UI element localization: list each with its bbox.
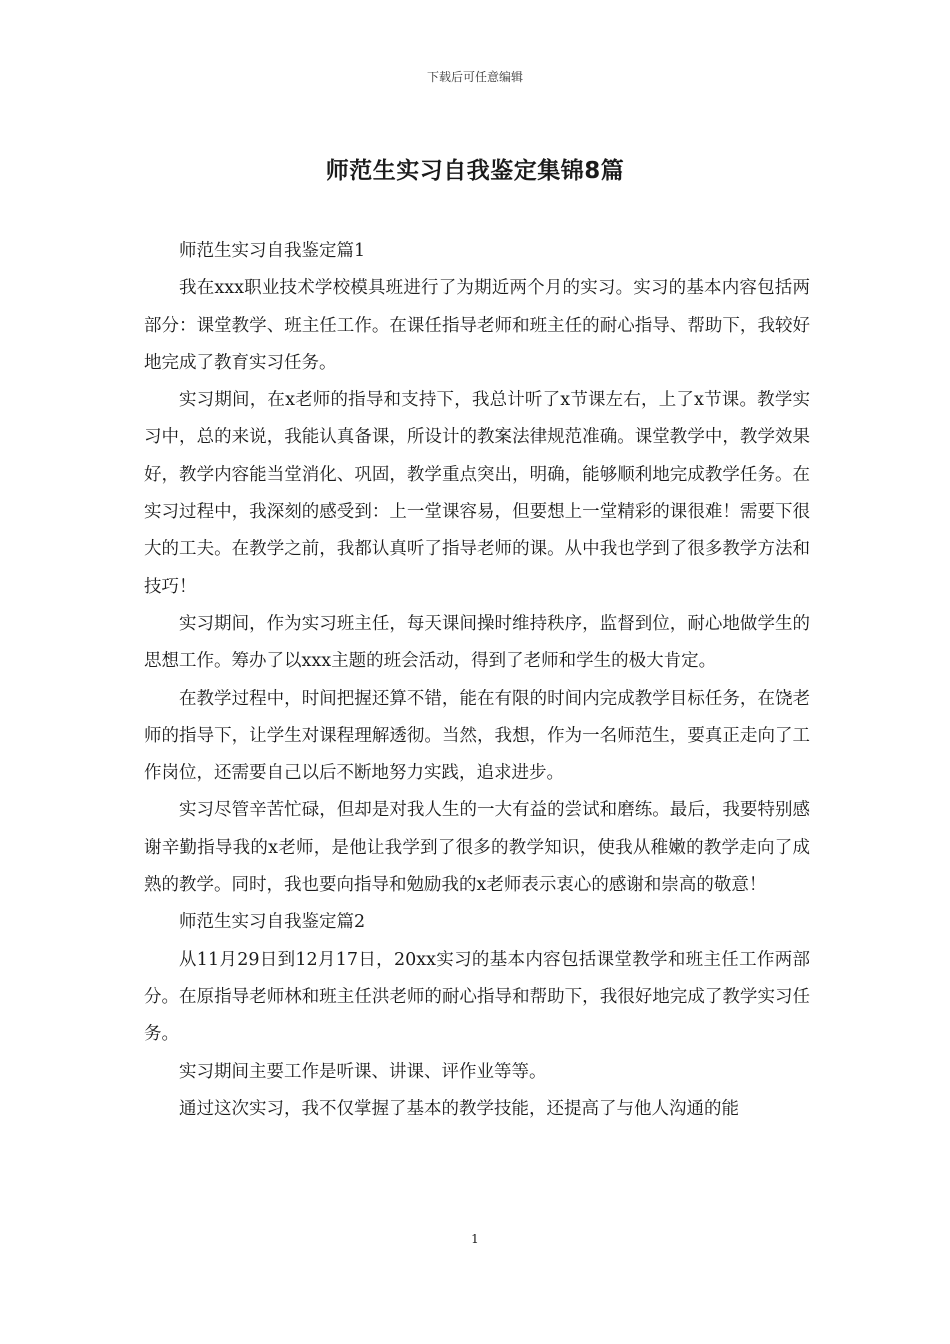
- paragraph: 在教学过程中，时间把握还算不错，能在有限的时间内完成教学目标任务，在饶老师的指导下，让学生对课程理解透彻。当然，我想，作为一名师范生，要真正走向了工作岗位，还需要自己以后不断地努力实践，追求进步。: [144, 688, 810, 784]
- paragraph: 通过这次实习，我不仅掌握了基本的教学技能，还提高了与他人沟通的能: [179, 1098, 739, 1119]
- paragraph: 实习期间主要工作是听课、讲课、评作业等等。: [179, 1061, 547, 1082]
- page-number: 1: [471, 1232, 479, 1246]
- section-heading: 师范生实习自我鉴定篇1: [179, 241, 366, 261]
- paragraph: 实习期间，作为实习班主任，每天课间操时维持秩序，监督到位，耐心地做学生的思想工作。筹办了以xxx主题的班会活动，得到了老师和学生的极大肯定。: [144, 613, 810, 672]
- paragraph: 实习期间，在x老师的指导和支持下，我总计听了x节课左右，上了x节课。教学实习中，总的来说，我能认真备课，所设计的教案法律规范准确。课堂教学中，教学效果好，教学内容能当堂消化、巩固，教学重点突出，明确，能够顺利地完成教学任务。在实习过程中，我深刻的感受到：上一堂课容易，但要想上一堂精彩的课很难！需要下很大的工夫。在教学之前，我都认真听了指导老师的课。从中我也学到了很多教学方法和技巧！: [144, 390, 810, 597]
- paragraph: 从11月29日到12月17日，20xx实习的基本内容包括课堂教学和班主任工作两部分。在原指导老师林和班主任洪老师的耐心指导和帮助下，我很好地完成了教学实习任务。: [144, 949, 810, 1045]
- paragraph: 我在xxx职业技术学校模具班进行了为期近两个月的实习。实习的基本内容包括两部分：课堂教学、班主任工作。在课任指导老师和班主任的耐心指导、帮助下，我较好地完成了教育实习任务。: [144, 278, 810, 373]
- paragraph: 实习尽管辛苦忙碌，但却是对我人生的一大有益的尝试和磨练。最后，我要特别感谢辛勤指导我的x老师，是他让我学到了很多的教学知识，使我从稚嫩的教学走向了成熟的教学。同时，我也要向指导和勉励我的x老师表示衷心的感谢和崇高的敬意！: [144, 800, 810, 896]
- section-heading: 师范生实习自我鉴定篇2: [179, 912, 366, 933]
- document-body: [144, 233, 810, 1128]
- header-note: 下载后可任意编辑: [426, 70, 523, 84]
- document-title: 师范生实习自我鉴定集锦8篇: [325, 158, 625, 184]
